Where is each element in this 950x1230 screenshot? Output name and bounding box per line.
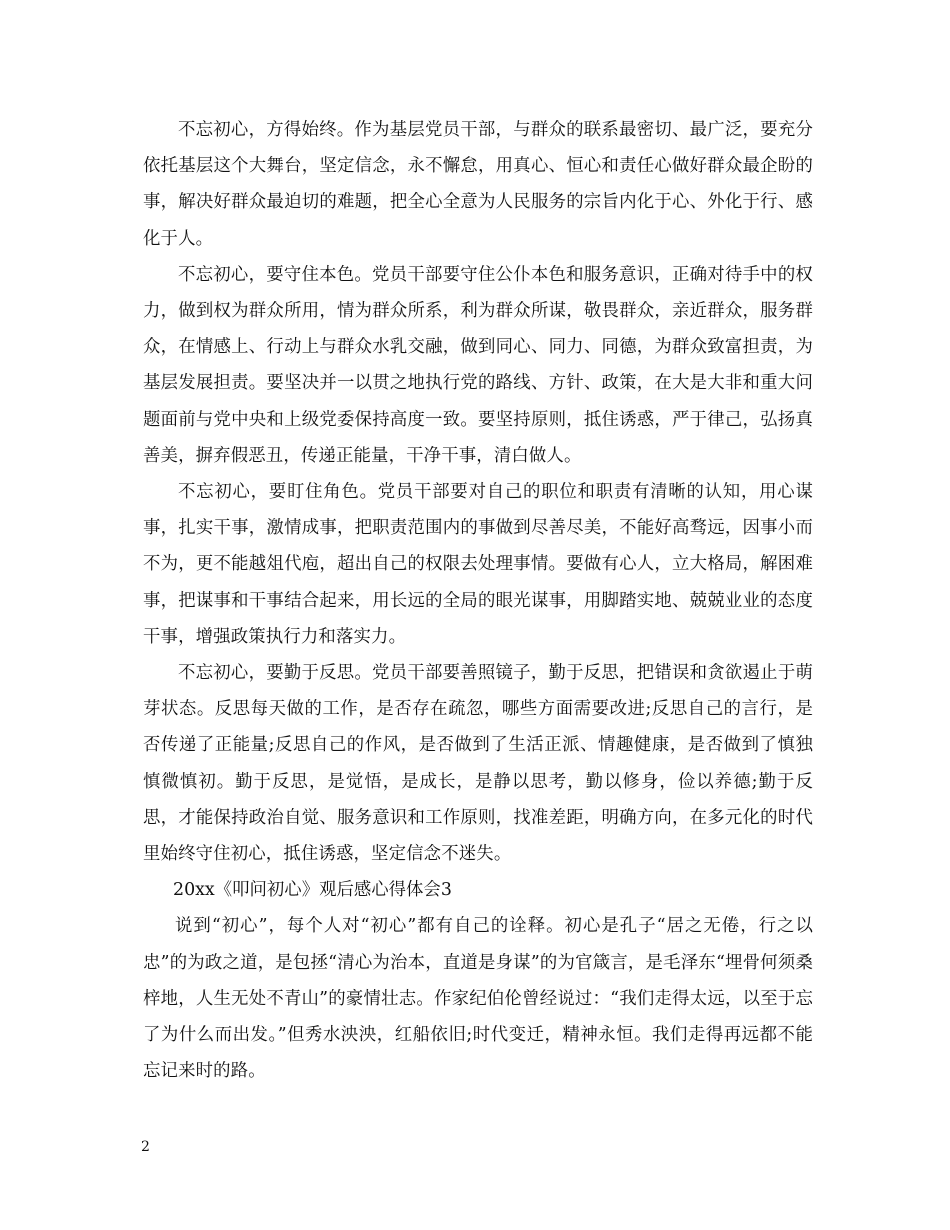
paragraph-3: 不忘初心，要盯住角色。党员干部要对自己的职位和职责有清晰的认知，用心谋事，扎实干事，激情成事，把职责范围内的事做到尽善尽美，不能好高骛远，因事小而不为，更不能越俎代庖，超出自己的权限去处理事情。要做有心人，立大格局，解困难事，把谋事和干事结合起来，用长远的全局的眼光谋事，用脚踏实地、兢兢业业的态度干事，增强政策执行力和落实力。 [143, 482, 813, 647]
paragraph-4: 不忘初心，要勤于反思。党员干部要善照镜子，勤于反思，把错误和贪欲遏止于萌芽状态。反思每天做的工作，是否存在疏忽，哪些方面需要改进;反思自己的言行，是否传递了正能量;反思自己的作风，是否做到了生活正派、情趣健康，是否做到了慎独慎微慎初。勤于反思，是觉悟，是成长，是静以思考，勤以修身，俭以养德;勤于反思，才能保持政治自觉、服务意识和工作原则，找准差距，明确方向，在多元化的时代里始终守住初心，抵住诱惑，坚定信念不迷失。 [143, 663, 813, 865]
paragraph-1: 不忘初心，方得始终。作为基层党员干部，与群众的联系最密切、最广泛，要充分依托基层这个大舞台，坚定信念，永不懈怠，用真心、恒心和责任心做好群众最企盼的事，解决好群众最迫切的难题，把全心全意为人民服务的宗旨内化于心、外化于行、感化于人。 [143, 120, 813, 249]
paragraph-5: 说到“初心”，每个人对“初心”都有自己的诠释。初心是孔子“居之无倦，行之以忠”的为政之道，是包拯“清心为治本，直道是身谋”的为官箴言，是毛泽东“埋骨何须桑梓地，人生无处不青山”的豪情壮志。作家纪伯伦曾经说过：“我们走得太远，以至于忘了为什么而出发。”但秀水泱泱，红船依旧;时代变迁，精神永恒。我们走得再远都不能忘记来时的路。 [143, 916, 813, 1082]
page-number: 2 [141, 1139, 150, 1155]
paragraph-2: 不忘初心，要守住本色。党员干部要守住公仆本色和服务意识，正确对待手中的权力，做到权为群众所用，情为群众所系，利为群众所谋，敬畏群众，亲近群众，服务群众，在情感上、行动上与群众水乳交融，做到同心、同力、同德，为群众致富担责，为基层发展担责。要坚决并一以贯之地执行党的路线、方针、政策，在大是大非和重大问题面前与党中央和上级党委保持高度一致。要坚持原则，抵住诱惑，严于律己，弘扬真善美，摒弃假恶丑，传递正能量，干净干事，清白做人。 [143, 264, 813, 466]
section-heading: 20xx《叩问初心》观后感心得体会3 [173, 880, 452, 901]
document-body [143, 112, 813, 1089]
